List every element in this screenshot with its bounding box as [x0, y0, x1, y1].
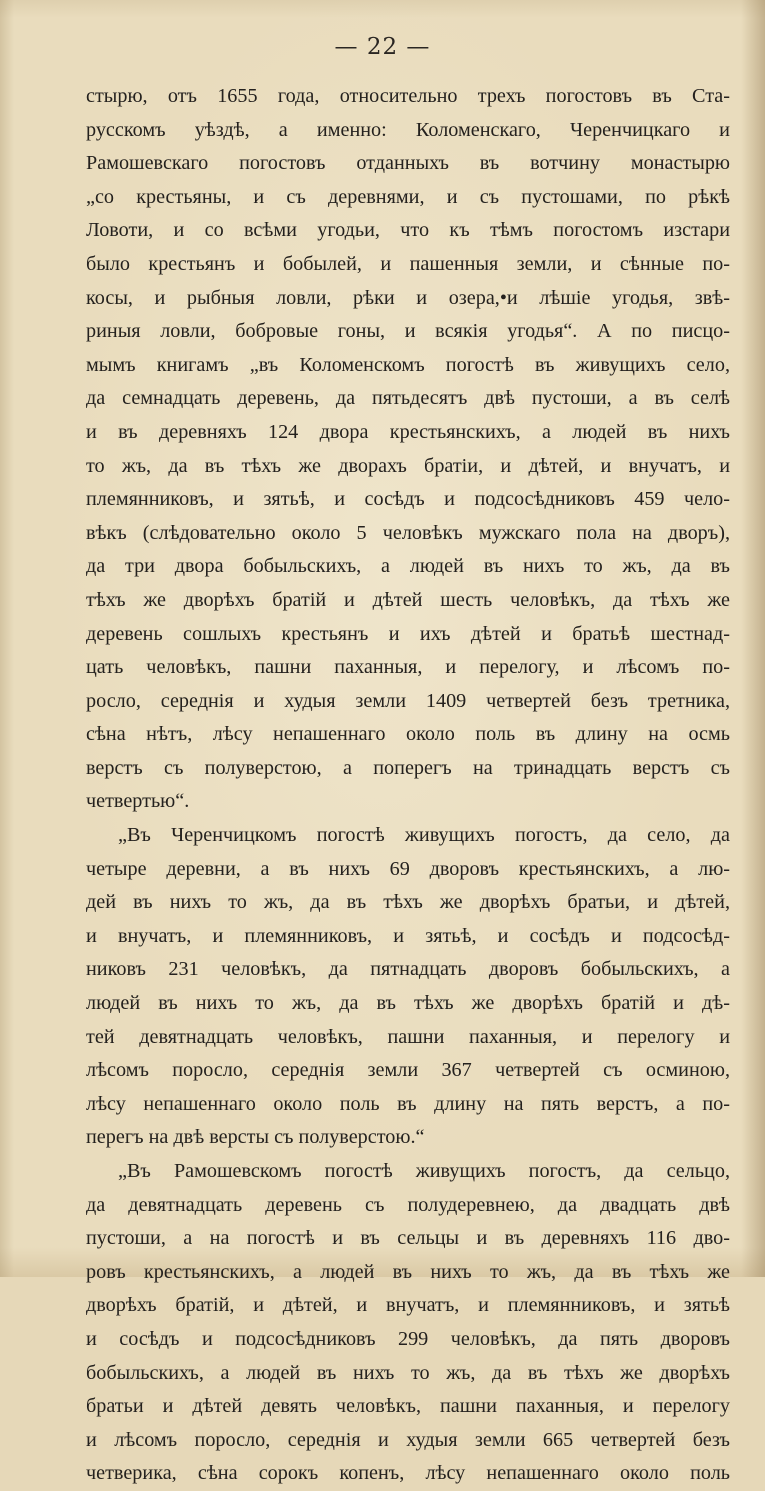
- text-line: лѣсомъ поросло, середнія земли 367 четвертей съ осминою,: [86, 1059, 730, 1082]
- text-line: и сосѣдъ и подсосѣдниковъ 299 человѣкъ, да пять дворовъ: [86, 1327, 730, 1350]
- text-line: мымъ книгамъ „въ Коломенскомъ погостѣ въ живущихъ село,: [86, 353, 730, 376]
- text-line: четыре деревни, а въ нихъ 69 дворовъ крестьянскихъ, а лю-: [86, 857, 730, 880]
- paragraph-end-line: перегъ на двѣ версты съ полуверстою.“: [86, 1126, 425, 1149]
- text-line: пустоши, а на погостѣ и въ сельцы и въ деревняхъ 116 дво-: [86, 1227, 730, 1250]
- text-line: да семнадцать деревень, да пятьдесятъ двѣ пустоши, а въ селѣ: [86, 387, 730, 410]
- text-line: было крестьянъ и бобылей, и пашенныя земли, и сѣнные по-: [86, 252, 730, 275]
- text-line: тей девятнадцать человѣкъ, пашни паханныя, и перелогу и: [86, 1025, 730, 1048]
- text-line: косы, и рыбныя ловли, рѣки и озера,•и лѣшіе угодья, звѣ-: [86, 286, 730, 309]
- text-line: дворѣхъ братій, и дѣтей, и внучатъ, и племянниковъ, и зятьѣ: [86, 1294, 730, 1317]
- text-line: Рамошевскаго погостовъ отданныхъ въ вотчину монастырю: [86, 152, 730, 175]
- paragraph-start-line: „Въ Рамошевскомъ погостѣ живущихъ погостъ, да сельцо,: [118, 1160, 730, 1182]
- text-line: росло, середнія и худыя земли 1409 четвертей безъ третника,: [86, 689, 730, 712]
- text-line: людей въ нихъ то жъ, да въ тѣхъ же дворѣхъ братій и дѣ-: [86, 992, 730, 1015]
- text-line: риныя ловли, бобровые гоны, и всякія угодья“. А по писцо-: [86, 320, 730, 343]
- text-line: дей въ нихъ то жъ, да въ тѣхъ же дворѣхъ братьи, и дѣтей,: [86, 891, 730, 914]
- text-line: братьи и дѣтей девять человѣкъ, пашни паханныя, и перелогу: [86, 1395, 730, 1418]
- text-line: „со крестьяны, и съ деревнями, и съ пустошами, по рѣкѣ: [86, 185, 730, 208]
- body-text: [86, 80, 730, 1491]
- text-line: и внучатъ, и племянниковъ, и зятьѣ, и сосѣдъ и подсосѣд-: [86, 924, 730, 947]
- text-line: да девятнадцать деревень съ полудеревнею, да двадцать двѣ: [86, 1193, 730, 1216]
- text-line: племянниковъ, и зятьѣ, и сосѣдъ и подсосѣдниковъ 459 чело-: [86, 488, 730, 511]
- page-number: — 22 —: [334, 34, 431, 60]
- text-line: никовъ 231 человѣкъ, да пятнадцать дворовъ бобыльскихъ, а: [86, 958, 730, 981]
- text-line: сѣна нѣтъ, лѣсу непашеннаго около поль въ длину на осмь: [86, 723, 730, 746]
- text-line: ровъ крестьянскихъ, а людей въ нихъ то жъ, да въ тѣхъ же: [86, 1260, 730, 1283]
- text-line: вѣкъ (слѣдовательно около 5 человѣкъ мужскаго пола на дворъ),: [86, 521, 730, 544]
- text-line: Ловоти, и со всѣми угодьи, что къ тѣмъ погостомъ изстари: [86, 219, 730, 242]
- text-line: деревень сошлыхъ крестьянъ и ихъ дѣтей и братьѣ шестнад-: [86, 622, 730, 645]
- text-line: бобыльскихъ, а людей въ нихъ то жъ, да въ тѣхъ же дворѣхъ: [86, 1361, 730, 1384]
- text-line: и лѣсомъ поросло, середнія и худыя земли 665 четвертей безъ: [86, 1428, 730, 1451]
- text-line: стырю, отъ 1655 года, относительно трехъ погостовъ въ Ста-: [86, 85, 730, 107]
- text-line: то жъ, да въ тѣхъ же дворахъ братіи, и дѣтей, и внучатъ, и: [86, 454, 730, 477]
- text-line: русскомъ уѣздѣ, а именно: Коломенскаго, Черенчицкаго и: [86, 118, 730, 141]
- paragraph-end-line: четвертью“.: [86, 790, 190, 813]
- paragraph-start-line: „Въ Черенчицкомъ погостѣ живущихъ погостъ, да село, да: [118, 824, 730, 847]
- text-line: да три двора бобыльскихъ, а людей въ нихъ то жъ, да въ: [86, 555, 730, 578]
- text-line: верстъ съ полуверстою, а поперегъ на тринадцать верстъ съ: [86, 756, 730, 779]
- text-line: и въ деревняхъ 124 двора крестьянскихъ, а людей въ нихъ: [86, 420, 730, 443]
- text-line: тѣхъ же дворѣхъ братій и дѣтей шесть человѣкъ, да тѣхъ же: [86, 588, 730, 611]
- text-line: четверика, сѣна сорокъ копенъ, лѣсу непашеннаго около поль: [86, 1462, 730, 1485]
- text-line: цать человѣкъ, пашни паханныя, и перелогу, и лѣсомъ по-: [86, 656, 730, 679]
- text-line: лѣсу непашеннаго около поль въ длину на пять верстъ, а по-: [86, 1092, 730, 1115]
